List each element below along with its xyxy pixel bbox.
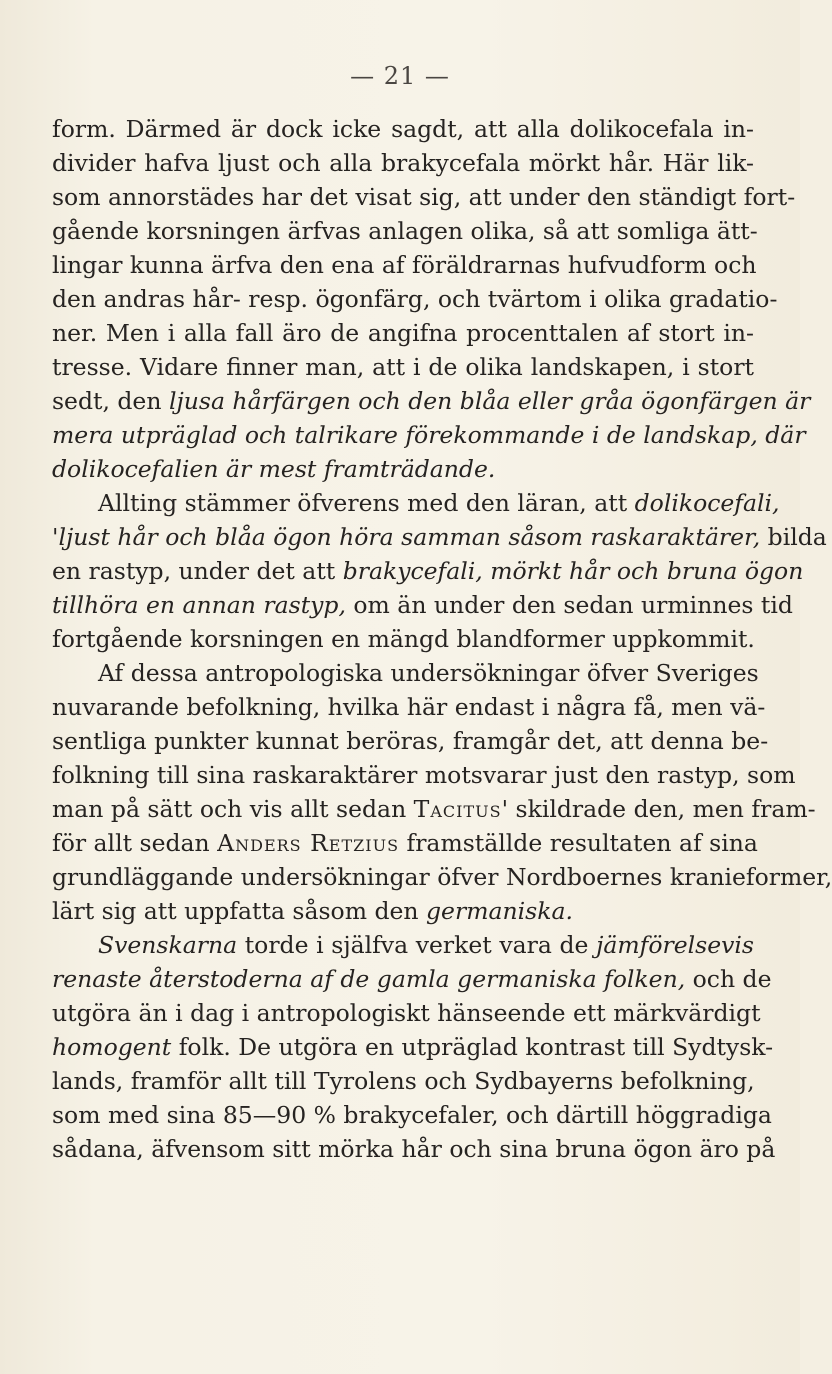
- text-line: [52, 1064, 754, 1098]
- text-segment: lärt sig att uppfatta såsom den: [52, 897, 427, 925]
- text-line: [52, 1098, 772, 1132]
- text-segment: ': [52, 523, 59, 551]
- text-line: [52, 520, 827, 554]
- text-line: [52, 622, 754, 656]
- text-segment: ner. Men i alla fall äro de angifna procenttalen af stort in-: [52, 319, 754, 347]
- text-segment: för allt sedan: [52, 829, 218, 857]
- italic-text: tillhöra en annan rastyp,: [52, 591, 346, 619]
- text-segment: som annorstädes har det visat sig, att under den ständigt fort-: [52, 183, 796, 211]
- text-segment: tresse. Vidare finner man, att i de olika landskapen, i stort: [52, 353, 754, 381]
- text-line: [52, 282, 778, 316]
- italic-text: jämförelsevis: [596, 931, 754, 959]
- text-line: [52, 792, 816, 826]
- italic-text: ljusa hårfärgen och den blåa eller gråa ögonfärgen är: [168, 387, 811, 415]
- text-segment: lands, framför allt till Tyrolens och Sydbayerns befolkning,: [52, 1067, 755, 1095]
- text-line: [52, 996, 761, 1030]
- text-line: [52, 690, 766, 724]
- text-line: [52, 180, 796, 214]
- small-caps-name: Anders Retzius: [217, 829, 400, 857]
- text-line: [52, 962, 772, 996]
- text-line: [52, 554, 804, 588]
- text-line: [52, 1132, 776, 1166]
- text-segment: folkning till sina raskaraktärer motsvarar just den rastyp, som: [52, 761, 796, 789]
- page-number: — 21 —: [350, 62, 450, 90]
- text-line: [52, 486, 780, 520]
- text-line: [52, 758, 796, 792]
- text-segment: Af dessa antropologiska undersökningar öfver Sveriges: [98, 659, 759, 687]
- text-segment: framställde resultaten af sina: [399, 829, 758, 857]
- text-segment: gående korsningen ärfvas anlagen olika, så att somliga ätt-: [52, 217, 758, 245]
- text-segment: sentliga punkter kunnat beröras, framgår det, att denna be-: [52, 727, 769, 755]
- text-line: [52, 146, 754, 180]
- text-line: [52, 1030, 774, 1064]
- text-line: [52, 112, 754, 146]
- text-segment: lingar kunna ärfva den ena af föräldrarnas hufvudform och: [52, 251, 757, 279]
- text-segment: divider hafva ljust och alla brakycefala mörkt hår. Här lik-: [52, 149, 754, 177]
- text-line: [52, 928, 754, 962]
- text-line: [52, 860, 832, 894]
- text-line: [52, 418, 806, 452]
- italic-text: mera utpräglad och talrikare förekommande i de landskap, där: [52, 421, 806, 449]
- italic-text: germaniska.: [426, 897, 573, 925]
- italic-text: renaste återstoderna af de gamla germaniska folken,: [52, 965, 686, 993]
- text-segment: ' skildrade den, men fram-: [501, 795, 816, 823]
- text-segment: sådana, äfvensom sitt mörka hår och sina bruna ögon äro på: [52, 1135, 776, 1163]
- text-segment: form. Därmed är dock icke sagdt, att alla dolikocefala in-: [52, 115, 754, 143]
- italic-text: homogent: [52, 1033, 172, 1061]
- text-segment: den andras hår- resp. ögonfärg, och tvärtom i olika gradatio-: [52, 285, 778, 313]
- text-line: [52, 656, 759, 690]
- text-segment: en rastyp, under det att: [52, 557, 343, 585]
- body-text: [52, 112, 832, 1166]
- text-line: [52, 894, 754, 928]
- text-line: [52, 248, 757, 282]
- text-segment: man på sätt och vis allt sedan: [52, 795, 414, 823]
- text-line: [52, 214, 758, 248]
- italic-text: Svenskarna: [98, 931, 238, 959]
- italic-text: ljust hår och blåa ögon höra samman såsom raskaraktärer,: [58, 523, 761, 551]
- text-segment: och de: [685, 965, 772, 993]
- text-segment: nuvarande befolkning, hvilka här endast i några få, men vä-: [52, 693, 766, 721]
- text-line: [52, 588, 793, 622]
- text-segment: grundläggande undersökningar öfver Nordboernes kranieformer,: [52, 863, 832, 891]
- small-caps-name: Tacitus: [413, 795, 502, 823]
- text-segment: bilda: [760, 523, 827, 551]
- italic-text: dolikocefalien är mest framträdande.: [52, 455, 496, 483]
- text-line: [52, 350, 754, 384]
- text-line: [52, 384, 811, 418]
- text-segment: fortgående korsningen en mängd blandformer uppkommit.: [52, 625, 755, 653]
- text-segment: folk. De utgöra en utpräglad kontrast till Sydtysk-: [171, 1033, 774, 1061]
- text-segment: Allting stämmer öfverens med den läran, att: [98, 489, 635, 517]
- text-segment: sedt, den: [52, 387, 169, 415]
- text-line: [52, 724, 769, 758]
- text-segment: utgöra än i dag i antropologiskt hänseende ett märkvärdigt: [52, 999, 761, 1027]
- text-segment: om än under den sedan urminnes tid: [345, 591, 793, 619]
- text-line: [52, 316, 754, 350]
- italic-text: dolikocefali,: [634, 489, 780, 517]
- text-line: [52, 452, 754, 486]
- text-line: [52, 826, 758, 860]
- italic-text: brakycefali, mörkt hår och bruna ögon: [342, 557, 804, 585]
- text-segment: torde i själfva verket vara de: [237, 931, 597, 959]
- text-segment: som med sina 85—90 % brakycefaler, och därtill höggradiga: [52, 1101, 772, 1129]
